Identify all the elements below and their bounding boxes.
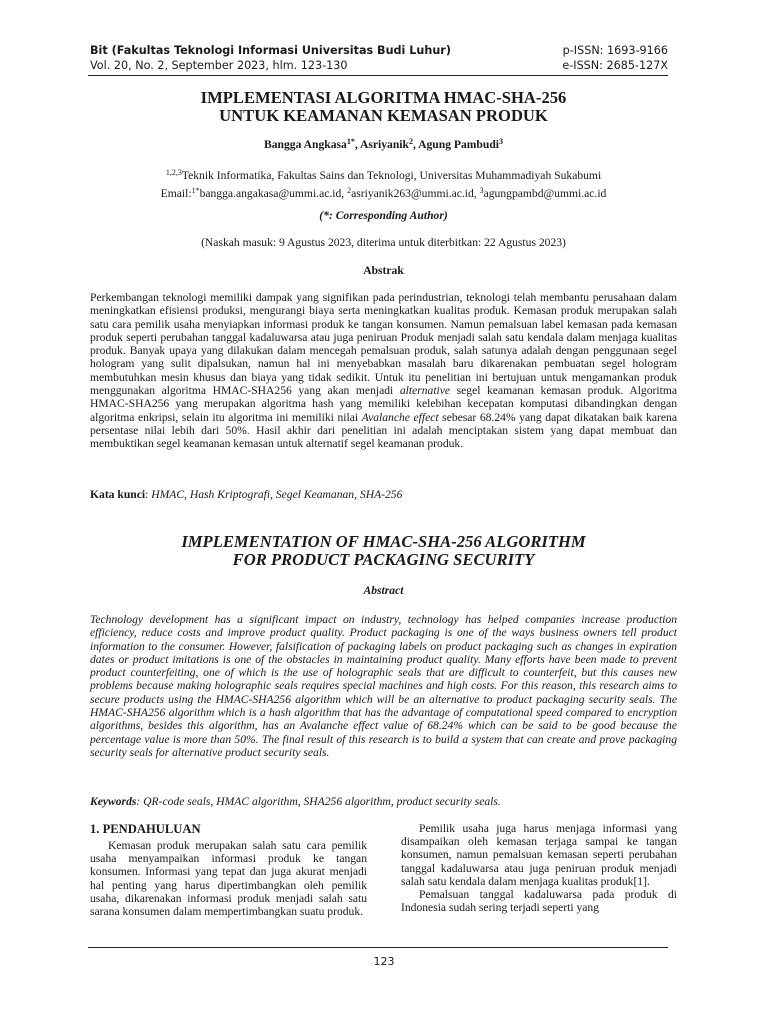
abstrak-body [90, 291, 677, 451]
paragraph: Pemilik usaha juga harus menjaga informasi yang disampaikan oleh kemasan terjaga sampai ke tangan konsumen, namun pemalsuan kemasan seperti perubahan tanggal kadaluwarsa atau juga peniruan produk menjadi salah satu kendala dalam menjaga kualitas produk[1]. [401, 822, 677, 888]
header-divider [88, 75, 668, 76]
page-number: 123 [373, 955, 395, 968]
author-3-sup: 3 [499, 137, 503, 146]
title-en-line-2: FOR PRODUCT PACKAGING SECURITY [232, 550, 535, 569]
author-2-sup: 2 [408, 137, 413, 146]
email-3: agungpambd@ummi.ac.id [483, 187, 607, 200]
email-line [90, 183, 677, 201]
submission-dates: (Naskah masuk: 9 Agustus 2023, diterima untuk diterbitkan: 22 Agustus 2023) [201, 236, 566, 249]
author-2: Asriyanik [359, 138, 409, 151]
section-heading: 1. PENDAHULUAN [90, 822, 201, 836]
email-label: Email: [160, 187, 192, 200]
author-3: Agung Pambudi [418, 138, 499, 151]
affil-sup: 1,2,3 [165, 168, 182, 177]
abstrak-emphasis-2: Avalanche effect [361, 410, 439, 424]
kata-kunci: Kata kunci: HMAC, Hash Kriptografi, Segel Keamanan, SHA-256 [90, 488, 403, 501]
title-en-line-1: IMPLEMENTATION OF HMAC-SHA-256 ALGORITHM [181, 532, 586, 551]
affil-text: Teknik Informatika, Fakultas Sains dan Teknologi, Universitas Muhammadiyah Sukabumi [181, 169, 602, 182]
body-column-left [90, 822, 367, 918]
email-1-sup: 1* [191, 186, 200, 195]
title-english [90, 533, 677, 569]
running-header [90, 44, 668, 73]
keywords: Keywords: QR-code seals, HMAC algorithm, SHA256 algorithm, product security seals. [90, 795, 501, 808]
author-1-sup: 1* [346, 137, 355, 146]
abstrak-text-3: sebesar 68.24% yang dapat dikatakan baik karena persentase nilai lebih dari 50%. Hasil akhir dari penelitian ini adalah menciptakan sistem yang dapat membuat dan membuktikan segel keamanan kemasan untuk alternatif segel keamanan produk. [90, 410, 677, 451]
author-list: Bangga Angkasa$^{1*}$, Asriyanik$^2$, Agung Pambudi$^3$ [264, 137, 503, 151]
email-3-sup: 3 [479, 186, 484, 195]
kata-kunci-label: Kata kunci [90, 488, 146, 501]
affiliation [90, 165, 677, 201]
title-id-line-2: UNTUK KEAMANAN KEMASAN PRODUK [219, 106, 548, 125]
paragraph: Kemasan produk merupakan salah satu cara pemilik usaha menyampaikan informasi produk ke tangan konsumen. Informasi yang tepat dan juga akurat menjadi hal penting yang harus dipertimbangkan oleh pemilik usaha, dikarenakan informasi produk menjadi salah satu sarana konsumen dalam mempertimbangkan suatu produk. [90, 839, 367, 919]
keywords-label: Keywords [90, 795, 137, 808]
abstract-body: Technology development has a significant impact on industry, technology has helped companies increase production efficiency, reduce costs and improve product quality. Product packaging is one of the ways business owners tell product information to the consumer. However, falsification of packaging labels on product packaging such as changes in expiration dates or product imitations is one of the obstacles in maintaining product quality. Many efforts have been made to prevent product counterfeiting, one of which is the use of holographic seals that are difficult to counterfeit, but this causes new problems because making holographic seals requires special machines and high costs. For this reason, this research aims to secure products using the HMAC-SHA256 algorithm which will be an alternative to product packaging security seals. The HMAC-SHA256 algorithm which is a hash algorithm that has the advantage of computational speed compared to encryption algorithms, besides this algorithm, has an Avalanche effect value of 68.24% which can be said to be good because the percentage value is more than 50%. The final result of this research is to build a system that can create and prove packaging security seals for alternative product security seals. [90, 613, 677, 759]
paragraph: Pemalsuan tanggal kadaluwarsa pada produk di Indonesia sudah sering terjadi seperti yang [401, 888, 677, 915]
keywords-value: QR-code seals, HMAC algorithm, SHA256 algorithm, product security seals. [143, 795, 501, 808]
abstrak-emphasis-1: alternative [399, 384, 451, 398]
abstrak-heading: Abstrak [363, 264, 404, 277]
abstract-heading: Abstract [363, 584, 404, 597]
abstrak-text-1: Perkembangan teknologi memiliki dampak yang signifikan pada perindustrian, teknologi telah membantu perusahaan dalam meningkatkan efisiensi produksi, mengurangi biaya serta meningkatkan kualitas produk. Kemasan produk merupakan salah satu cara pemilik usaha menyiapkan informasi produk ke tangan konsumen. Namun pemalsuan label kemasan pada kemasan produk seperti perubahan tanggal kadaluwarsa atau juga peniruan Produk menjadi salah satu kendala dalam menjaga kualitas produk. Banyak upaya yang dilakukan dalam mencegah pemalsuan produk, salah satunya adalah dengan penggunaan segel hologram yang sulit dipalsukan, namun hal ini menyebabkan masalah baru dikarenakan pembuatan segel hologram membutuhkan mesin khusus dan biaya yang tidak sedikit. Untuk itu penelitian ini bertujuan untuk mengamankan produk menggunakan algoritma HMAC-SHA256 yang akan menjadi [90, 291, 677, 398]
email-2-sup: 2 [347, 186, 352, 195]
abstrak-text-2: segel keamanan kemasan produk. Algoritma HMAC-SHA256 yang merupakan algoritma hash yang memiliki kelebihan kecepatan komputasi dibandingkan dengan algoritma enkripsi, selain itu algoritma ini memiliki nilai [90, 384, 677, 424]
body-column-right [401, 822, 677, 914]
journal-name: Bit (Fakultas Teknologi Informasi Universitas Budi Luhur) [90, 44, 451, 57]
email-1: bangga.angakasa@ummi.ac.id, [199, 187, 348, 200]
author-1: Bangga Angkasa [264, 138, 347, 151]
email-2: asriyanik263@ummi.ac.id, [351, 187, 480, 200]
title-id-line-1: IMPLEMENTASI ALGORITMA HMAC-SHA-256 [200, 88, 567, 107]
corresponding-author-note: (*: Corresponding Author) [319, 209, 448, 222]
footer-divider [88, 947, 668, 948]
kata-kunci-value: HMAC, Hash Kriptografi, Segel Keamanan, SHA-256 [151, 488, 403, 501]
pissn: p-ISSN: 1693-9166 [562, 44, 668, 57]
eissn: e-ISSN: 2685-127X [562, 58, 668, 72]
volume-info: Vol. 20, No. 2, September 2023, hlm. 123-130 [90, 58, 348, 72]
title-indonesian [90, 89, 677, 125]
